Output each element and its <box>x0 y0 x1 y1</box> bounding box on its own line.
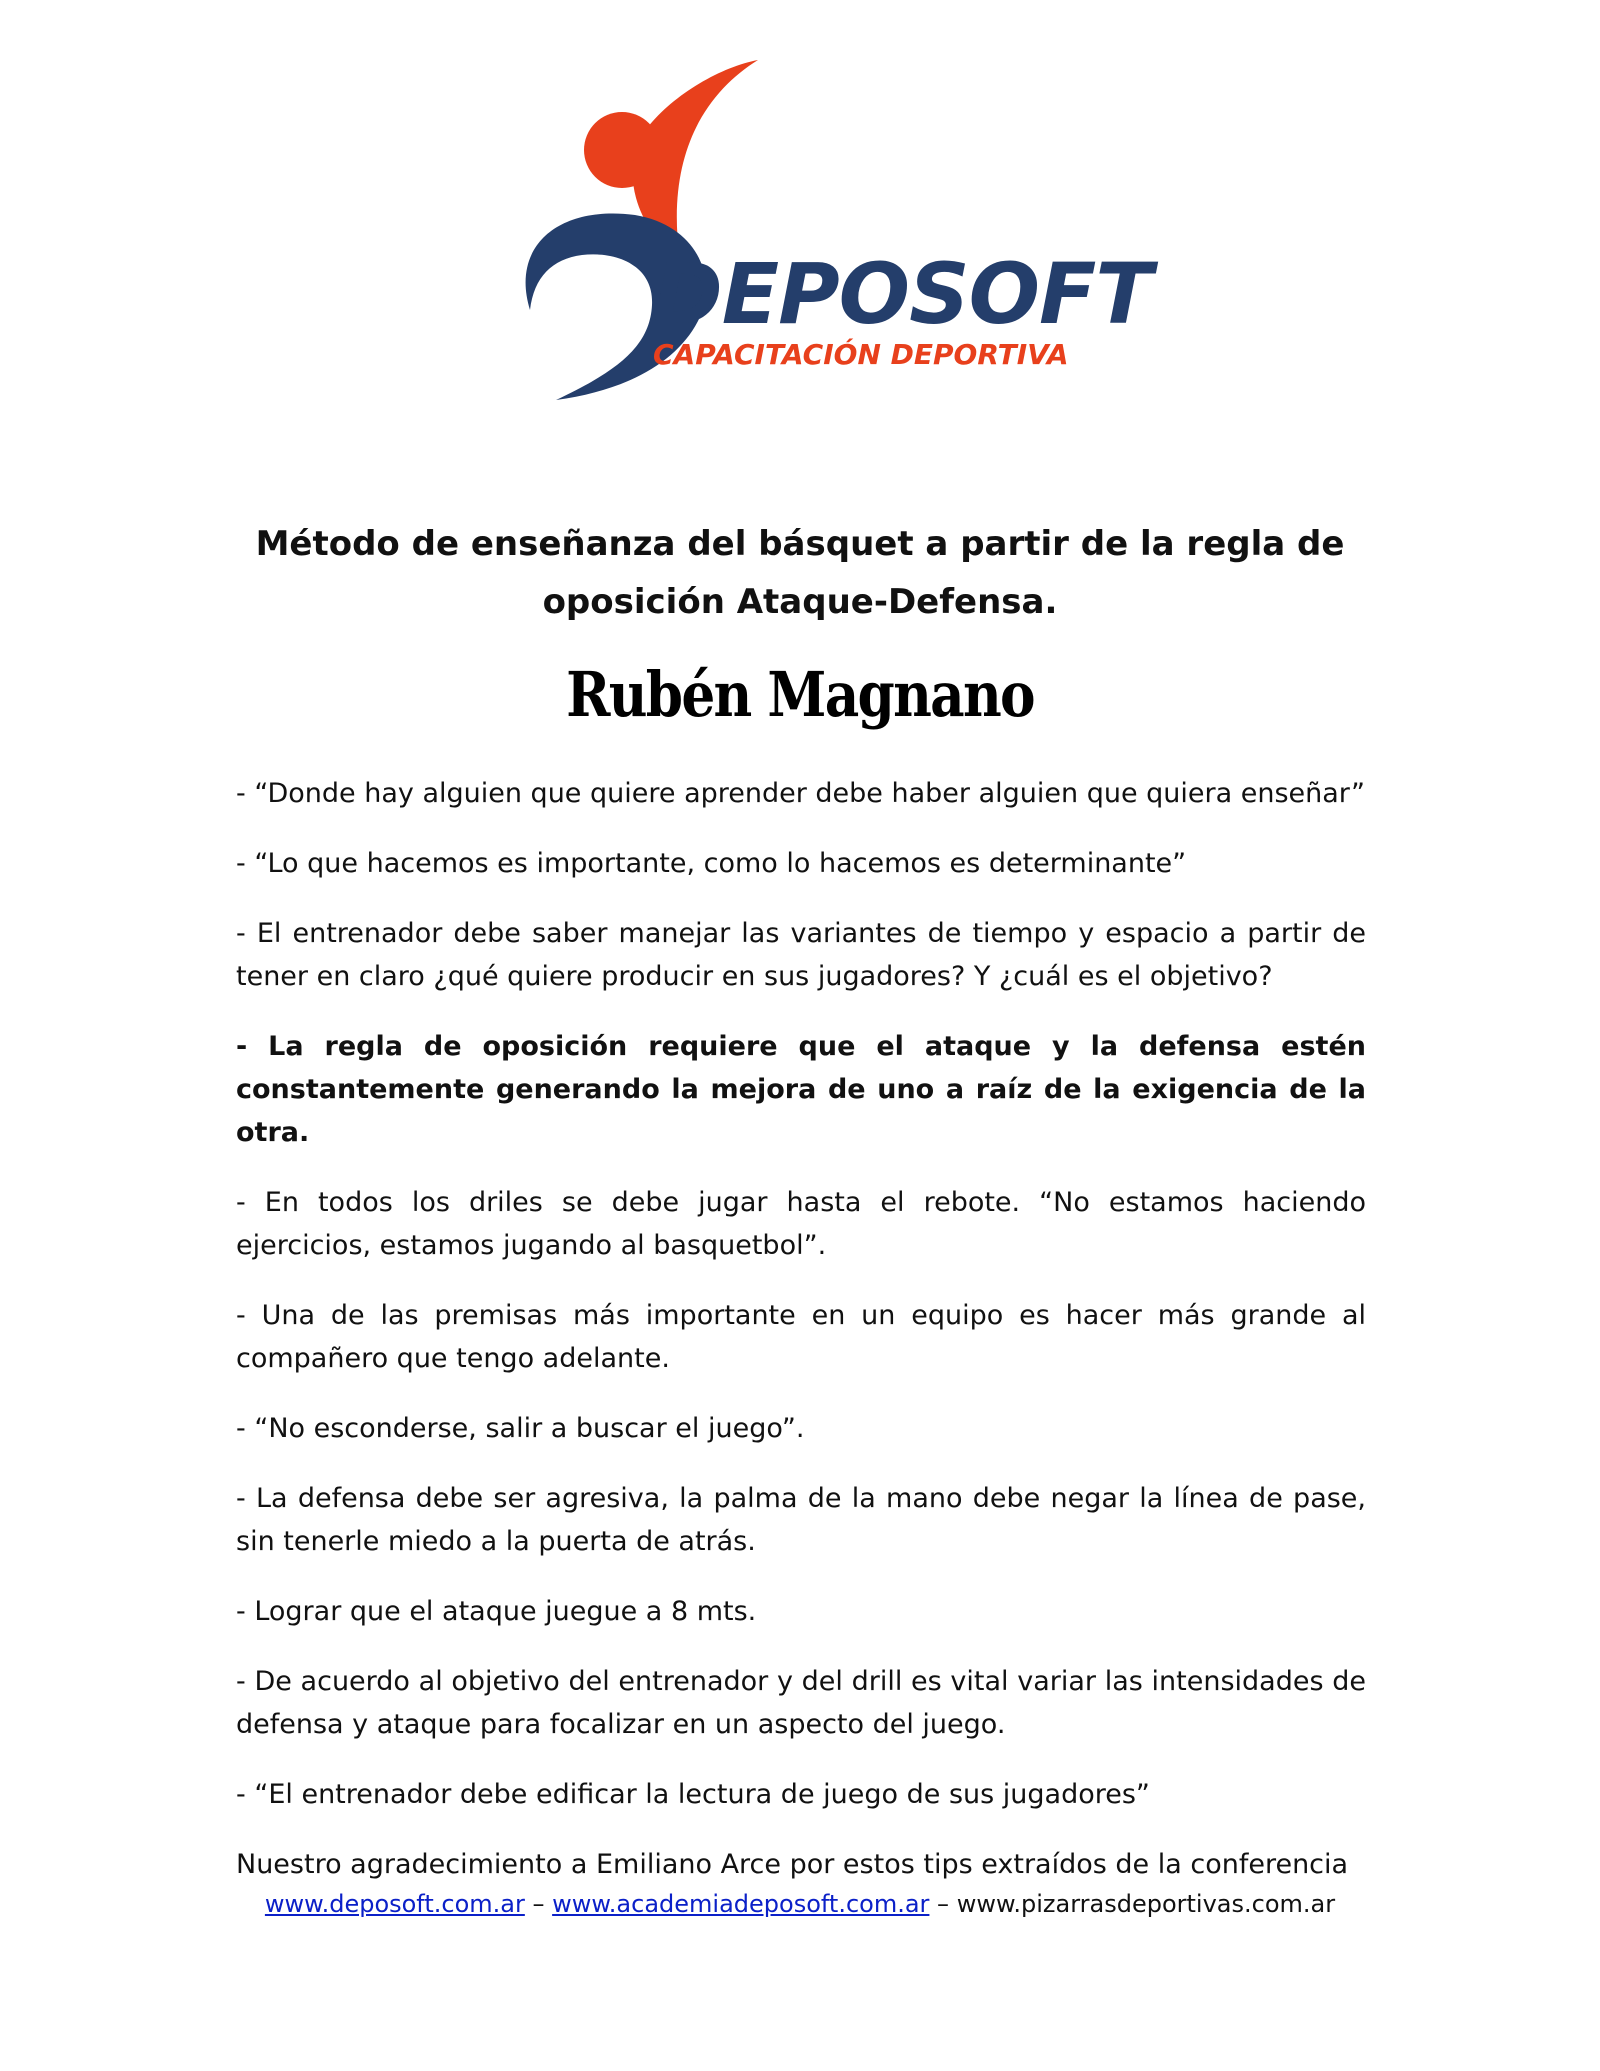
logo-tagline: CAPACITACIÓN DEPORTIVA <box>653 338 1069 371</box>
paragraph-11: - “El entrenador debe edificar la lectura de juego de sus jugadores” <box>236 1779 1150 1810</box>
paragraph-4-bold: - La regla de oposición requiere que el ataque y la defensa estén constantemente generando la mejora de uno a raíz de la exigencia de la otra. <box>236 1031 1366 1148</box>
link-academiadeposoft[interactable]: www.academiadeposoft.com.ar <box>552 1890 930 1918</box>
paragraph-9: - Lograr que el ataque juegue a 8 mts. <box>236 1596 757 1627</box>
paragraph-8: - La defensa debe ser agresiva, la palma de la mano debe negar la línea de pase, sin tenerle miedo a la puerta de atrás. <box>236 1483 1366 1557</box>
footer-separator-2: – <box>929 1890 957 1918</box>
footer-links <box>236 1886 1364 1922</box>
document-title-line-2: oposición Ataque-Defensa. <box>542 582 1058 622</box>
text-pizarrasdeportivas: www.pizarrasdeportivas.com.ar <box>956 1890 1336 1918</box>
paragraph-1: - “Donde hay alguien que quiere aprender debe haber alguien que quiera enseñar” <box>236 778 1366 809</box>
paragraph-3: - El entrenador debe saber manejar las variantes de tiempo y espacio a partir de tener en claro ¿qué quiere producir en sus jugadores? Y ¿cuál es el objetivo? <box>236 918 1366 992</box>
document-title-line-1: Método de enseñanza del básquet a partir de la regla de <box>255 524 1345 564</box>
paragraph-7: - “No esconderse, salir a buscar el juego”. <box>236 1413 805 1444</box>
logo-wordmark: DEPOSOFT <box>653 245 1152 343</box>
document-title <box>236 515 1364 631</box>
paragraph-6: - Una de las premisas más importante en un equipo es hacer más grande al compañero que tengo adelante. <box>236 1300 1366 1374</box>
author-name: Rubén Magnano <box>566 658 1034 731</box>
document-body <box>236 772 1366 1913</box>
link-deposoft[interactable]: www.deposoft.com.ar <box>264 1890 525 1918</box>
footer-separator-1: – <box>524 1890 553 1918</box>
acknowledgement: Nuestro agradecimiento a Emiliano Arce por estos tips extraídos de la conferencia <box>236 1849 1349 1880</box>
paragraph-5: - En todos los driles se debe jugar hasta el rebote. “No estamos haciendo ejercicios, estamos jugando al basquetbol”. <box>236 1187 1366 1261</box>
paragraph-10: - De acuerdo al objetivo del entrenador y del drill es vital variar las intensidades de defensa y ataque para focalizar en un aspecto del juego. <box>236 1666 1366 1740</box>
paragraph-2: - “Lo que hacemos es importante, como lo hacemos es determinante” <box>236 848 1187 879</box>
deposoft-logo <box>520 55 1152 405</box>
